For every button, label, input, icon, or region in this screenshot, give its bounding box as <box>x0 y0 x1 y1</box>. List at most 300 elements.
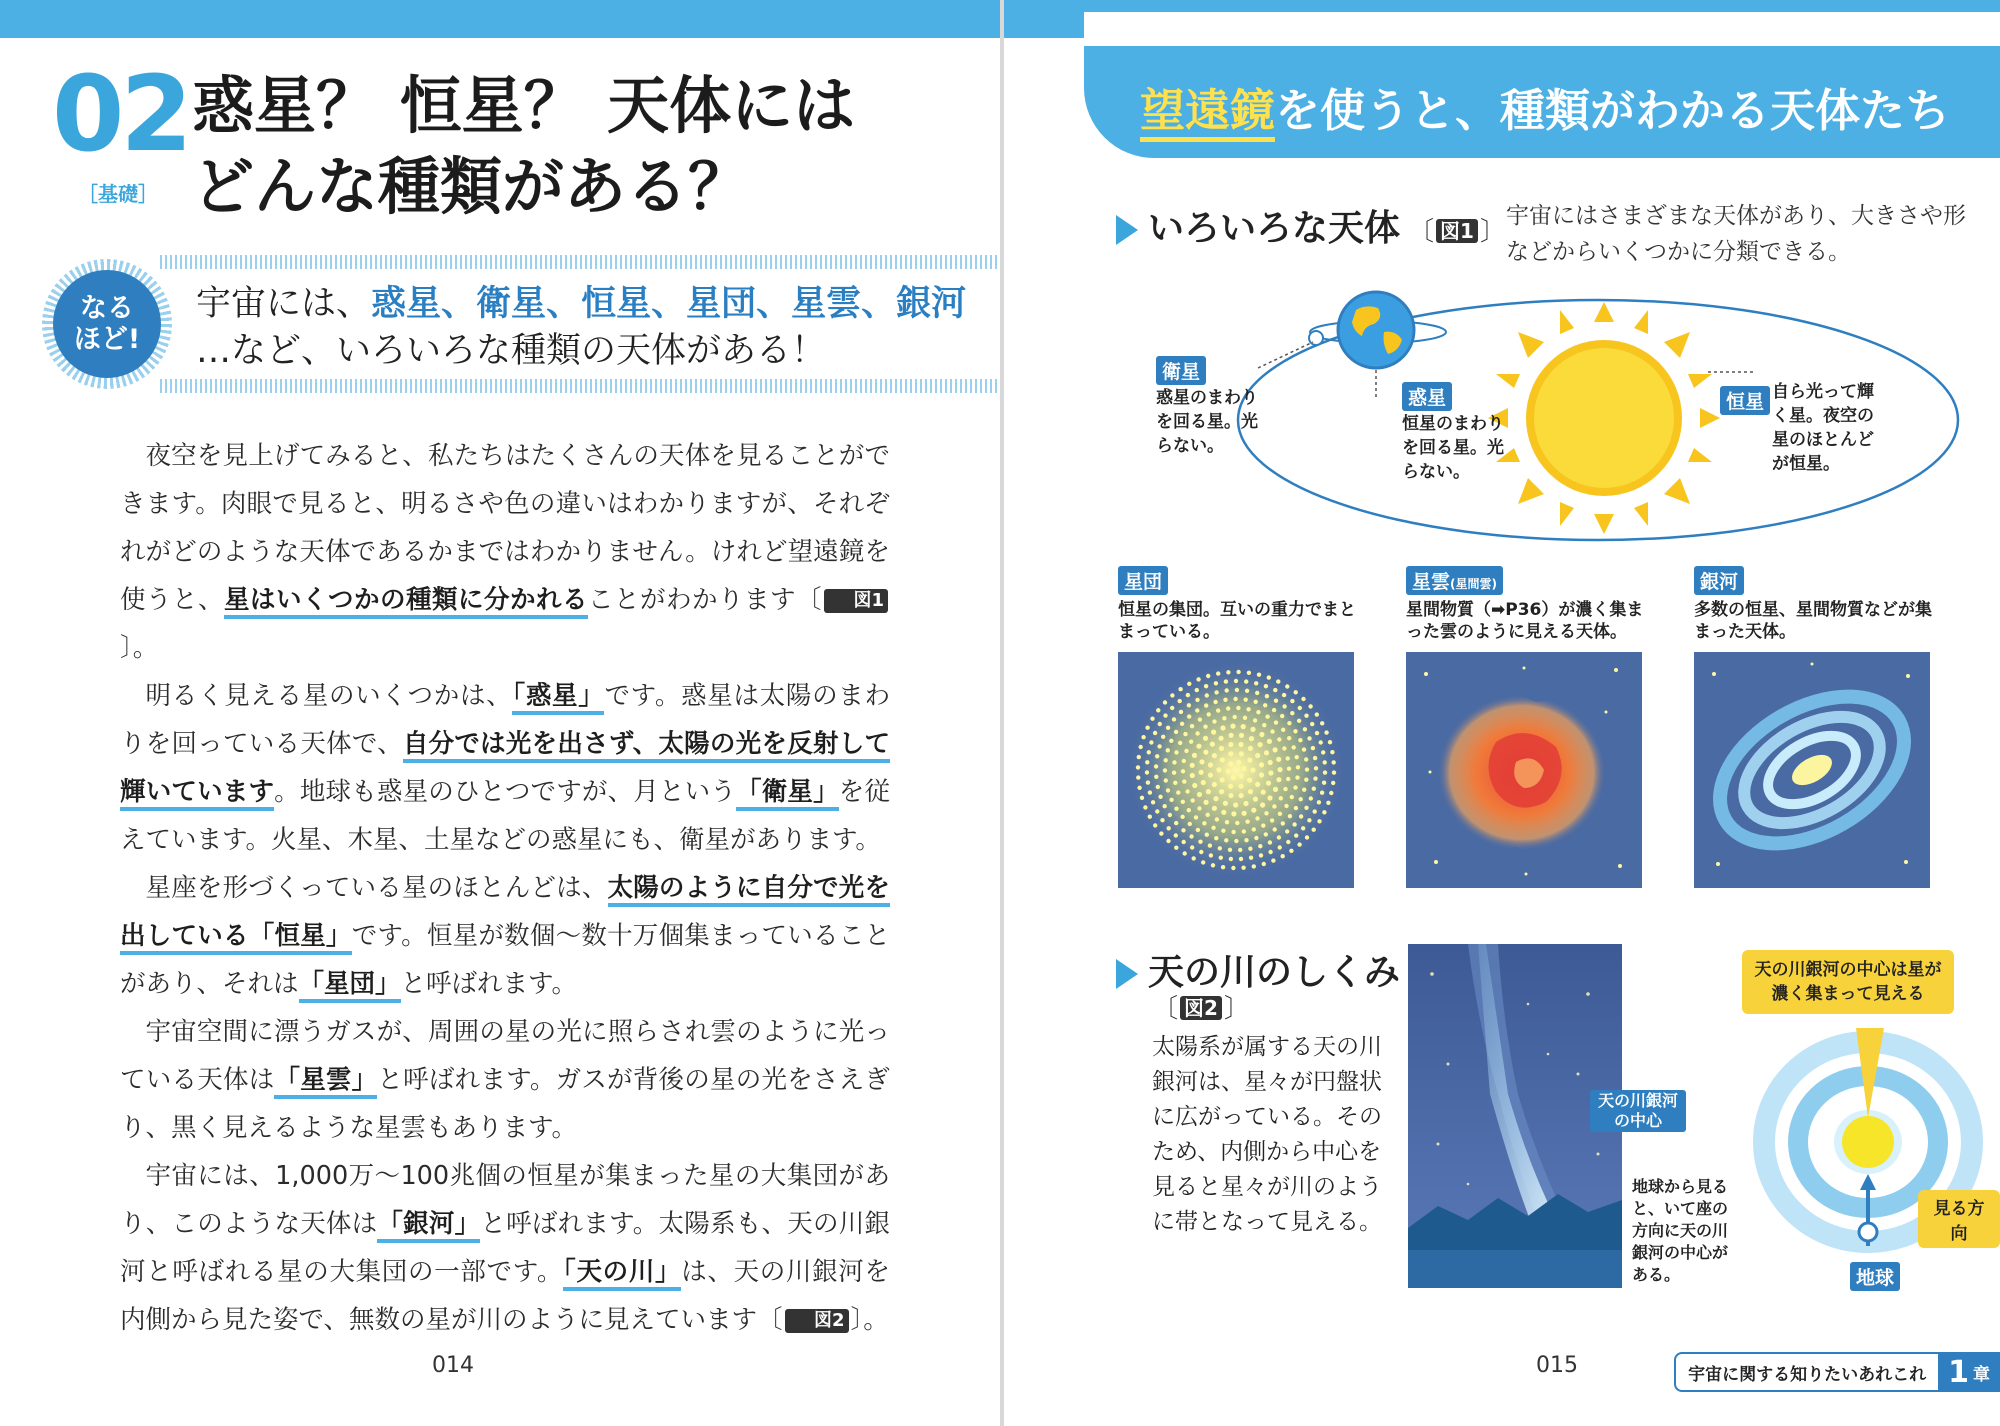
triangle-bullet-icon-2 <box>1116 959 1138 989</box>
cluster-star <box>1271 858 1275 862</box>
cluster-star <box>1199 850 1203 854</box>
cluster-star <box>1169 798 1173 802</box>
footer-chapter-number: 1 <box>1948 1354 1969 1390</box>
cluster-star <box>1196 677 1200 681</box>
cluster-star <box>1297 719 1301 723</box>
cluster-star <box>1276 757 1281 762</box>
cluster-star <box>1178 687 1182 691</box>
cluster-star <box>1229 857 1233 861</box>
cluster-star <box>1206 813 1210 817</box>
cluster-star <box>1304 757 1308 761</box>
earth-marker-icon <box>1859 1223 1877 1241</box>
body-paragraph <box>120 1008 890 1152</box>
cluster-star <box>1281 821 1285 825</box>
cluster-star <box>1252 864 1256 868</box>
cluster-star <box>1287 736 1291 740</box>
cluster-star <box>1261 790 1266 795</box>
triangle-bullet-icon <box>1116 215 1138 245</box>
cluster-star <box>1216 708 1220 712</box>
body-text-segment: と呼ばれます。 <box>400 969 577 999</box>
cluster-star <box>1228 751 1233 756</box>
cluster-star <box>1268 770 1273 775</box>
cluster-star <box>1180 722 1184 726</box>
cluster-star <box>1224 679 1228 683</box>
body-text-segment: です。恒星が数個～数十万個集まっていることがあり、それは <box>120 921 890 999</box>
cluster-star <box>1264 750 1269 755</box>
cluster-star <box>1220 725 1225 730</box>
underlined-keyword: 「星団」 <box>299 969 401 1003</box>
cluster-star <box>1137 755 1141 759</box>
cluster-star <box>1208 762 1213 767</box>
naruhodo-items <box>371 284 966 324</box>
cluster-star <box>1174 846 1178 850</box>
cluster-star <box>1190 773 1195 778</box>
naruhodo-badge-inner <box>53 270 161 378</box>
cluster-star <box>1190 724 1194 728</box>
cluster-star <box>1265 715 1269 719</box>
cluster-star <box>1214 681 1218 685</box>
section1-fig-ref: 図1 <box>1436 219 1478 243</box>
cluster-star <box>1164 758 1168 762</box>
cluster-star <box>1238 742 1243 747</box>
chapter-tag: ［基礎］ <box>78 182 158 206</box>
cluster-star <box>1143 805 1147 809</box>
cluster-star <box>1158 722 1162 726</box>
cluster-star <box>1151 800 1155 804</box>
naruhodo-keyword: 銀河 <box>896 284 967 324</box>
cluster-star <box>1214 690 1218 694</box>
cluster-star <box>1234 679 1238 683</box>
cluster-star <box>1228 761 1233 766</box>
cluster-star <box>1220 757 1225 762</box>
naruhodo-suffix: …など、いろいろな種類の天体がある！ <box>196 331 827 372</box>
cluster-star <box>1154 764 1158 768</box>
cluster-star <box>1164 778 1168 782</box>
cluster-star <box>1270 729 1274 733</box>
cluster-star <box>1145 770 1149 774</box>
celestial-diagram <box>1108 288 1978 548</box>
cluster-star <box>1250 727 1255 732</box>
star-label: 恒星 <box>1720 386 1770 415</box>
cluster-star <box>1239 784 1244 789</box>
cluster-star <box>1156 708 1160 712</box>
cluster-star <box>1285 829 1289 833</box>
cluster-star <box>1231 775 1236 780</box>
cluster-star <box>1145 726 1149 730</box>
milky-way-illustration <box>1408 944 1678 1288</box>
cluster-star <box>1304 714 1308 718</box>
header-rest: を使うと、種類がわかる天体たち <box>1275 84 1951 137</box>
nebula-label <box>1406 566 1503 595</box>
cluster-star <box>1221 829 1225 833</box>
section2-description: 太陽系が属する天の川銀河は、星々が円盤状に広がっている。そのため、内側から中心を見ると星々が川のように帯となって見える。 <box>1152 1034 1382 1235</box>
cluster-star <box>1253 797 1258 802</box>
planet-description: 恒星のまわりを回る星。光らない。 <box>1402 414 1504 482</box>
body-text-segment: です。惑星は太陽のまわりを回っている天体で、 <box>120 681 890 759</box>
body-text-segment: 明るく見える星のいくつかは、 <box>145 681 513 711</box>
cluster-star <box>1267 675 1271 679</box>
cluster-star <box>1231 811 1236 816</box>
cluster-star <box>1163 768 1167 772</box>
cluster-star <box>1294 806 1298 810</box>
section2-fig-ref: 図2 <box>1180 996 1222 1020</box>
cluster-star <box>1228 848 1232 852</box>
cluster-star <box>1273 787 1278 792</box>
cluster-star <box>1141 735 1145 739</box>
cluster-star <box>1187 714 1191 718</box>
cluster-star <box>1281 728 1285 732</box>
cluster-star <box>1170 706 1174 710</box>
cluster-star <box>1274 720 1278 724</box>
cluster-star <box>1161 735 1165 739</box>
cluster-star <box>1245 820 1249 824</box>
cluster-star <box>1273 688 1277 692</box>
cluster-star <box>1178 699 1182 703</box>
cluster-star <box>1172 760 1176 764</box>
cluster-star <box>1285 684 1289 688</box>
cluster-star <box>1305 835 1309 839</box>
cluster-star <box>1185 789 1189 793</box>
cluster-star <box>1187 808 1191 812</box>
nebula-svg <box>1406 652 1642 888</box>
cluster-star <box>1261 823 1265 827</box>
cluster-star <box>1228 784 1233 789</box>
cluster-star <box>1166 788 1170 792</box>
cluster-star <box>1198 717 1202 721</box>
cluster-star <box>1288 814 1292 818</box>
galaxy-illustration <box>1694 652 1930 888</box>
cluster-star <box>1277 835 1281 839</box>
satellite-pointer <box>1258 342 1313 368</box>
naruhodo-separator: 、 <box>441 284 477 324</box>
page-number-left: 014 <box>432 1353 474 1378</box>
cluster-star <box>1255 816 1259 820</box>
milky-note: 地球から見ると、いて座の方向に天の川銀河の中心がある。 <box>1632 1177 1729 1284</box>
body-text-segment: 宇宙空間に漂うガスが、周囲の星の光に照らされ雲のように光っている天体は <box>120 1017 890 1095</box>
cluster-star <box>1173 781 1177 785</box>
underlined-keyword: 自分では光を出さず、太陽の光を反射して輝いています <box>120 729 890 811</box>
cluster-star <box>1226 706 1230 710</box>
callout-center: 天の川銀河の中心は星が濃く集まって見える <box>1742 950 1954 1014</box>
cluster-star <box>1146 780 1150 784</box>
cluster-star <box>1192 753 1197 758</box>
cluster-star <box>1276 679 1280 683</box>
cluster-star <box>1211 730 1216 735</box>
cluster-star <box>1254 700 1258 704</box>
cluster-star <box>1195 731 1199 735</box>
cluster-svg <box>1118 652 1354 888</box>
earth-globe-icon <box>1338 292 1414 368</box>
cluster-star <box>1195 698 1199 702</box>
cluster-star <box>1159 831 1163 835</box>
cluster-star <box>1299 814 1303 818</box>
nebula-description: 星間物質（➡P36）が濃く集まった雲のように見える天体。 <box>1406 600 1644 642</box>
cluster-star <box>1309 796 1313 800</box>
body-text-segment: を従えています。火星、木星、土星などの惑星にも、衛星があります。 <box>120 777 890 855</box>
cluster-star <box>1257 673 1261 677</box>
title-line-1: 惑星？ 恒星？ 天体には <box>192 69 856 142</box>
cluster-star <box>1225 820 1229 824</box>
cluster-star <box>1210 742 1215 747</box>
cluster-star <box>1259 732 1264 737</box>
cluster-star <box>1174 833 1178 837</box>
cluster-star <box>1322 810 1326 814</box>
cluster-star <box>1268 840 1272 844</box>
cluster-star <box>1183 851 1187 855</box>
naruhodo-keyword: 惑星 <box>371 284 442 324</box>
cluster-star <box>1273 827 1277 831</box>
underlined-keyword: 星はいくつかの種類に分かれる <box>224 585 588 619</box>
star-description: 自ら光って輝く星。夜空の星のほとんどが恒星。 <box>1772 382 1874 474</box>
cluster-star <box>1158 795 1162 799</box>
cluster-star <box>1256 710 1260 714</box>
cluster-star <box>1225 688 1229 692</box>
naruhodo-badge-line2: ほど! <box>73 324 141 355</box>
cluster-star <box>1228 742 1233 747</box>
naruhodo-keyword: 星団 <box>686 284 757 324</box>
cluster-star <box>1320 721 1324 725</box>
cluster-star <box>1258 742 1263 747</box>
cluster-star <box>1236 670 1240 674</box>
cluster-star <box>1292 822 1296 826</box>
cluster-star <box>1282 746 1286 750</box>
cluster-star <box>1255 753 1260 758</box>
cluster-star <box>1252 827 1256 831</box>
nebula-panel <box>1406 566 1646 643</box>
cluster-star <box>1203 750 1208 755</box>
cluster-star <box>1222 716 1226 720</box>
cluster-star <box>1282 704 1286 708</box>
nebula-label-sub: (星間雲) <box>1450 577 1497 591</box>
cluster-star <box>1295 755 1299 759</box>
cluster-star <box>1248 847 1252 851</box>
cluster-star <box>1326 801 1330 805</box>
cluster-star <box>1331 781 1335 785</box>
cluster-star <box>1239 733 1244 738</box>
cluster-star <box>1220 777 1225 782</box>
cluster-star <box>1190 845 1194 849</box>
satellite-label: 衛星 <box>1156 356 1206 385</box>
cluster-star <box>1273 747 1278 752</box>
body-paragraph <box>120 432 890 672</box>
cluster-star <box>1319 740 1323 744</box>
cluster-star <box>1201 860 1205 864</box>
cluster-star <box>1310 722 1314 726</box>
cluster-star <box>1290 711 1294 715</box>
milky-center-label: 天の川銀河の中心 <box>1590 1090 1686 1132</box>
naruhodo-prefix: 宇宙には、 <box>196 284 372 324</box>
cluster-star <box>1259 853 1263 857</box>
naruhodo-line-1 <box>196 281 996 328</box>
cluster-star <box>1247 758 1252 763</box>
galaxy-label: 銀河 <box>1694 566 1744 595</box>
satellite-description: 惑星のまわりを回る星。光らない。 <box>1156 388 1258 456</box>
cluster-star <box>1305 767 1309 771</box>
cluster-star <box>1191 798 1195 802</box>
cluster-star <box>1176 790 1180 794</box>
cluster-star <box>1219 789 1224 794</box>
section1-description: 宇宙にはさまざまな天体があり、大きさや形などからいくつかに分類できる。 <box>1506 203 1966 265</box>
cluster-star <box>1213 796 1218 801</box>
cluster-star <box>1332 760 1336 764</box>
cluster-star <box>1254 681 1258 685</box>
cluster-star <box>1184 749 1188 753</box>
cluster-star <box>1294 690 1298 694</box>
cluster-star <box>1239 774 1244 779</box>
cluster-star <box>1328 740 1332 744</box>
cluster-star <box>1208 773 1213 778</box>
cluster-star <box>1259 772 1264 777</box>
cluster-star <box>1321 750 1325 754</box>
cluster-star <box>1204 800 1209 805</box>
cluster-star <box>1181 828 1185 832</box>
cluster-star <box>1163 804 1167 808</box>
underlined-keyword: 太陽のように自分で光を出している「恒星」 <box>120 873 890 955</box>
cluster-star <box>1186 693 1190 697</box>
cluster-star <box>1244 838 1248 842</box>
header-highlight: 望遠鏡 <box>1140 84 1275 142</box>
cluster-star <box>1192 856 1196 860</box>
cluster-star <box>1277 737 1281 741</box>
view-direction-label: 見る方向 <box>1918 1190 2000 1248</box>
section1-title <box>1116 200 1506 251</box>
cluster-star <box>1317 819 1321 823</box>
section2-fig <box>1152 988 1250 1025</box>
cluster-star <box>1280 714 1284 718</box>
section1-fig-open: 〔 <box>1408 217 1435 247</box>
cluster-star <box>1195 708 1199 712</box>
cluster-star <box>1206 789 1211 794</box>
nebula-label-text: 星雲 <box>1412 571 1451 593</box>
cluster-star <box>1241 724 1246 729</box>
cluster-star <box>1293 785 1297 789</box>
cluster-star <box>1231 866 1235 870</box>
cluster-star <box>1167 826 1171 830</box>
cluster-star <box>1282 693 1286 697</box>
cluster-star <box>1216 767 1221 772</box>
cluster-star <box>1155 809 1159 813</box>
cluster-star <box>1241 766 1246 771</box>
cluster-star <box>1239 857 1243 861</box>
chapter-footer-tab <box>1674 1352 2000 1392</box>
cluster-star <box>1312 787 1316 791</box>
cluster-star <box>1236 706 1240 710</box>
cluster-star <box>1153 731 1157 735</box>
cluster-illustration <box>1118 652 1354 888</box>
cluster-star <box>1272 708 1276 712</box>
cluster-star <box>1279 796 1283 800</box>
cluster-star <box>1313 809 1317 813</box>
cluster-star <box>1247 778 1252 783</box>
cluster-star <box>1262 862 1266 866</box>
cluster-star <box>1189 740 1193 744</box>
cluster-star <box>1247 671 1251 675</box>
sun-icon <box>1488 302 1720 534</box>
cluster-star <box>1283 787 1287 791</box>
galaxy-panel <box>1694 566 1934 643</box>
cluster-star <box>1272 804 1276 808</box>
body-text-segment: 夜空を見上げてみると、私たちはたくさんの天体を見ることができます。肉眼で見ると、明るさや色の違いはわかりますが、それぞれがどのような天体であるかまではわかりません。けれど望遠鏡を使うと、 <box>120 441 890 615</box>
cluster-star <box>1278 812 1282 816</box>
body-text-segment: ことがわかります〔 <box>587 585 822 615</box>
body-text-segment: と呼ばれます。ガスが背後の星の光をさえぎり、黒く見えるような星雲もあります。 <box>120 1065 890 1143</box>
cluster-star <box>1239 793 1244 798</box>
cluster-star <box>1231 830 1235 834</box>
cluster-star <box>1187 682 1191 686</box>
naruhodo-badge <box>42 259 172 389</box>
cluster-star <box>1181 769 1185 773</box>
cluster-star <box>1263 703 1267 707</box>
cluster-star <box>1304 778 1308 782</box>
earth-label: 地球 <box>1850 1262 1900 1291</box>
cluster-star <box>1137 786 1141 790</box>
cluster-star <box>1207 712 1211 716</box>
body-paragraph <box>120 1152 890 1344</box>
cluster-star <box>1223 801 1228 806</box>
cluster-star <box>1245 689 1249 693</box>
cluster-star <box>1329 791 1333 795</box>
cluster-star <box>1307 736 1311 740</box>
cluster-star <box>1211 863 1215 867</box>
cluster-star <box>1213 700 1217 704</box>
naruhodo-keyword: 恒星 <box>581 284 652 324</box>
nebula-illustration <box>1406 652 1642 888</box>
cluster-star <box>1197 792 1202 797</box>
section1-fig-close: 〕 <box>1479 217 1506 247</box>
cluster-star <box>1296 765 1300 769</box>
cluster-star <box>1166 839 1170 843</box>
cluster-star <box>1203 725 1207 729</box>
galaxy-description: 多数の恒星、星間物質などが集まった天体。 <box>1694 600 1932 642</box>
cluster-star <box>1198 840 1202 844</box>
cluster-star <box>1255 691 1259 695</box>
right-header-white-strip <box>1084 12 2000 46</box>
cluster-star <box>1298 738 1302 742</box>
cluster-star <box>1323 760 1327 764</box>
cluster-star <box>1287 767 1291 771</box>
cluster-star <box>1174 807 1178 811</box>
cluster-star <box>1205 693 1209 697</box>
cluster-star <box>1304 806 1308 810</box>
cluster-star <box>1197 806 1201 810</box>
cluster-star <box>1153 823 1157 827</box>
naruhodo-separator: 、 <box>861 284 897 324</box>
cluster-star <box>1324 730 1328 734</box>
section1-title-text: いろいろな天体 <box>1148 208 1401 249</box>
cluster-star <box>1233 715 1237 719</box>
cluster-star <box>1295 775 1299 779</box>
cluster-star <box>1244 698 1248 702</box>
naruhodo-line-top <box>160 255 1000 269</box>
cluster-star <box>1243 716 1247 720</box>
title-line-2: どんな種類がある？ <box>192 149 751 223</box>
cluster-star <box>1212 806 1217 811</box>
naruhodo-keyword: 星雲 <box>791 284 862 324</box>
body-paragraph <box>120 864 890 1008</box>
naruhodo-separator: 、 <box>651 284 687 324</box>
cluster-star <box>1302 788 1306 792</box>
cluster-star <box>1199 770 1204 775</box>
cluster-star <box>1155 754 1159 758</box>
cluster-star <box>1229 733 1234 738</box>
cluster-star <box>1276 777 1281 782</box>
cluster-star <box>1206 674 1210 678</box>
cluster-star <box>1192 783 1197 788</box>
right-header-title <box>1140 74 1950 139</box>
cluster-star <box>1204 684 1208 688</box>
cluster-star <box>1166 748 1170 752</box>
underlined-keyword: 「銀河」 <box>377 1209 480 1243</box>
